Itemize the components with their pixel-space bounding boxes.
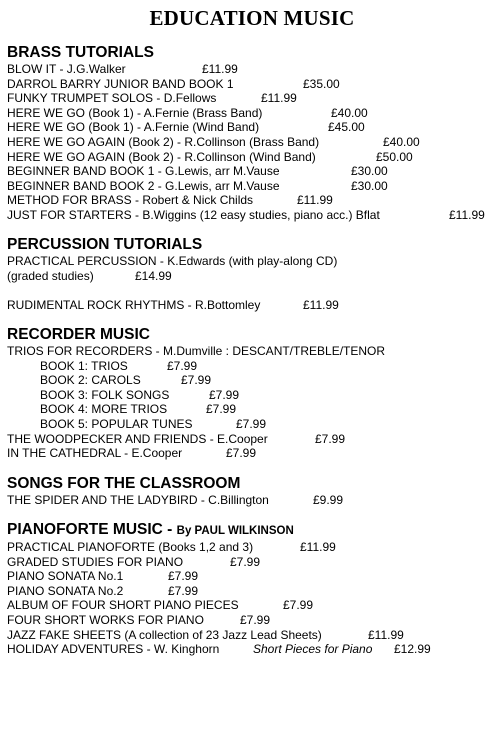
section-brass-tutorials (7, 44, 502, 223)
section-songs-for-the-classroom (7, 475, 502, 508)
section-recorder-music (7, 326, 502, 461)
section-heading: BRASS TUTORIALS (7, 44, 154, 61)
list-item: FUNKY TRUMPET SOLOS - D.Fellows £11.99 (7, 91, 297, 106)
list-item: JUST FOR STARTERS - B.Wiggins (12 easy studies, piano acc.) Bflat £11.99 (7, 207, 485, 222)
list-item: PIANO SONATA No.2 £7.99 (7, 583, 199, 598)
list-item: PRACTICAL PIANOFORTE (Books 1,2 and 3) £11.99 (7, 540, 336, 554)
list-item: PIANO SONATA No.1 £7.99 (7, 569, 199, 584)
page-title: EDUCATION MUSIC (149, 6, 355, 30)
list-item: BOOK 2: CAROLS £7.99 (40, 373, 212, 388)
list-item: JAZZ FAKE SHEETS (A collection of 23 Jazz Lead Sheets) £11.99 (7, 627, 404, 642)
list-item: BLOW IT - J.G.Walker £11.99 (7, 62, 238, 76)
section-percussion-tutorials (7, 236, 502, 312)
list-item: RUDIMENTAL ROCK RHYTHMS - R.Bottomley £11.99 (7, 297, 339, 312)
list-item: PRACTICAL PERCUSSION - K.Edwards (with play-along CD) (7, 254, 338, 268)
list-item: BOOK 4: MORE TRIOS £7.99 (40, 402, 237, 417)
list-item: DARROL BARRY JUNIOR BAND BOOK 1 £35.00 (7, 76, 340, 91)
list-item: BOOK 1: TRIOS £7.99 (40, 358, 198, 373)
section-heading: PERCUSSION TUTORIALS (7, 236, 203, 253)
list-item: THE WOODPECKER AND FRIENDS - E.Cooper £7.99 (7, 431, 346, 446)
list-item: METHOD FOR BRASS - Robert & Nick Childs £11.99 (7, 193, 333, 208)
list-item: FOUR SHORT WORKS FOR PIANO £7.99 (7, 612, 271, 627)
list-item: THE SPIDER AND THE LADYBIRD - C.Billington £9.99 (7, 493, 344, 507)
list-item: GRADED STUDIES FOR PIANO £7.99 (7, 554, 261, 569)
composer-credit: By PAUL WILKINSON (176, 525, 294, 537)
list-item: TRIOS FOR RECORDERS - M.Dumville : DESCANT/TREBLE/TENOR (7, 344, 386, 358)
list-item: BOOK 3: FOLK SONGS £7.99 (40, 387, 240, 402)
list-item: BEGINNER BAND BOOK 2 - G.Lewis, arr M.Vause £30.00 (7, 178, 388, 193)
section-heading: PIANOFORTE MUSIC - By PAUL WILKINSON (7, 521, 294, 538)
subtitle-italic: Short Pieces for Piano (253, 642, 373, 657)
list-item: HERE WE GO AGAIN (Book 2) - R.Collinson (Brass Band) £40.00 (7, 134, 420, 149)
list-item: ALBUM OF FOUR SHORT PIANO PIECES £7.99 (7, 598, 314, 613)
list-item: (graded studies) £14.99 (7, 268, 172, 283)
list-item: HERE WE GO (Book 1) - A.Fernie (Brass Band) £40.00 (7, 105, 368, 120)
list-item: HERE WE GO AGAIN (Book 2) - R.Collinson (Wind Band) £50.00 (7, 149, 413, 164)
section-heading: RECORDER MUSIC (7, 326, 150, 343)
list-item: HERE WE GO (Book 1) - A.Fernie (Wind Band) £45.00 (7, 120, 365, 135)
section-heading: SONGS FOR THE CLASSROOM (7, 475, 241, 492)
list-item: BOOK 5: POPULAR TUNES £7.99 (40, 416, 267, 431)
section-pianoforte-music (7, 521, 502, 657)
list-item: IN THE CATHEDRAL - E.Cooper £7.99 (7, 446, 257, 461)
list-item: BEGINNER BAND BOOK 1 - G.Lewis, arr M.Vause £30.00 (7, 164, 388, 179)
list-item: HOLIDAY ADVENTURES - W. Kinghorn Short Pieces for Piano £12.99 (7, 642, 431, 657)
